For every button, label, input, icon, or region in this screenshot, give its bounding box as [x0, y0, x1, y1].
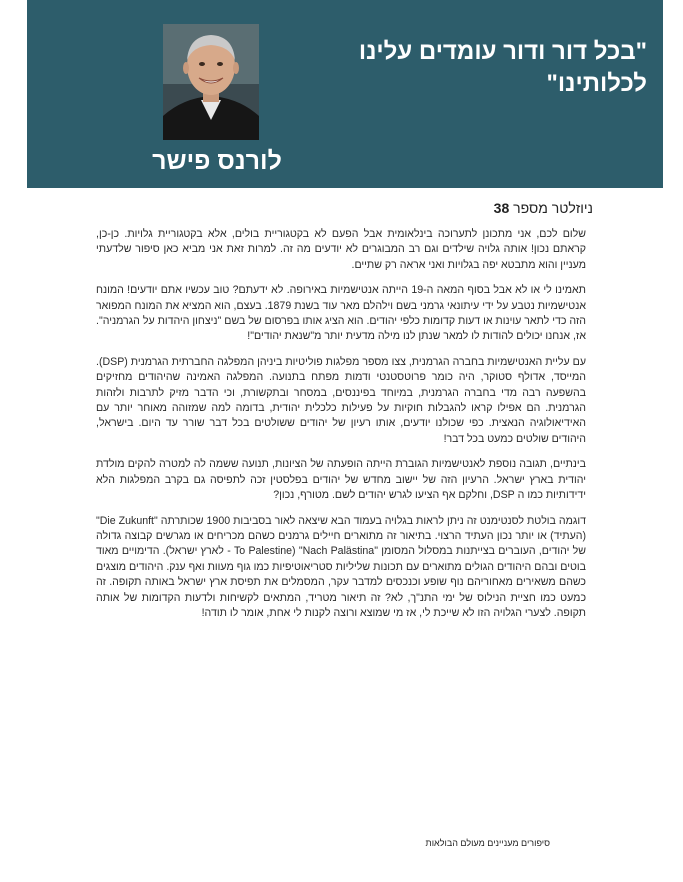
page-footer: סיפורים מעניינים מעולם הבולאות	[425, 838, 550, 848]
paragraph: שלום לכם, אני מתכונן לתערוכה בינלאומית אבל הפעם לא בקטגוריית בולים, אלא בקטגוריית גלויות. כן-כן, קראתם נכון! אותה גלויה שילדים וגם רב המבוגרים לא יודעים מה זה. למרות זאת אני מביא כאן סיפור שלדעתי מעניין והוא מתבטא יפה בגלויות ואני אראה רק שתיים.	[96, 228, 586, 271]
newsletter-label: ניוזלטר מספר	[513, 200, 593, 216]
paragraph: עם עליית האנטישמיות בחברה הגרמנית, צצו מספר מפלגות פוליטיות ביניהן המפלגה החברתית הגרמנית (DSP). המייסד, אדולף סטוקר, היה כומר פרוטסטנטי ודמות מפתח בתנועה. המפלגה האמינה שהיהודים מחזיקים בהשפעה רבה מדי בחברה הגרמנית, במיוחד בפיננסים, במסחר ובתקשורת, וכי הדבר מזיק לתרבות ולזהות הגרמנית. הם אפילו קראו להגבלות חוקיות על פעילות כלכלית יהודית, בדומה למה שמזוהה מאוחר יותר עם האידיאולוגיה הנאצית. כפי שכולנו יודעים, אותו רעיון של יהודים ששולטים בכל דבר שורר עד היום. בישראל, היהודים שולטים כמעט בכל דבר!	[96, 355, 586, 445]
newsletter-number	[494, 200, 593, 216]
paragraph: דוגמה בולטת לסנטימנט זה ניתן לראות בגלויה בעמוד הבא שיצאה לאור בסביבות 1900 שכותרתה "Die Zukunft" (העתיד) או יותר נכון העתיד הרצוי. בתיאור זה מתוארים חיילים גרמנים כשהם מכריחים או מגרשים קבוצה גדולה של יהודים, העוברים בצייתנות במסלול המסומן "Nach Palästina" (To Palestine - לארץ ישראל). הדימויים מאוד בוטים ובהם היהודים הגולים מתוארים עם תכונות שליליות סטריאוטיפיות כמו גוף מעוות ואף ענק. היהודים מוצגים כשהם משאירים מאחוריהם נוף שופע וכנכסים למדבר עקר, המסמלים את תפיסת ארץ ישראל באותה תקופה. זה כמעט כמו חציית הנילוס של ימי התנ"ך, לא? זה תיאור מטריד, המתאים לקשיחות ולדעות הקדומות של אותה תקופה. לצערי הגלויה הזו לא שייכת לי, אז מי שמוצא ורוצה לקנות לי אחת, אומר לו תודה!	[96, 514, 587, 619]
newsletter-number-value: 38	[493, 200, 510, 216]
page-title: "בכל דור ודור עומדים עלינו לכלותינו"	[358, 38, 647, 97]
author-name: לורנס פישר	[152, 147, 282, 175]
author-portrait-image	[163, 24, 259, 140]
paragraph: בינתיים, תגובה נוספת לאנטישמיות הגוברת הייתה הופעתה של הציונות, תנועה ששמה לה למטרה להקים מולדת יהודית בארץ ישראל. הרעיון הזה של יישוב מחדש של יהודים בפלסטין זכה לתפיסה גם בקרב המפלגות הלא ידידותיות כמו ה DSP, וחלקם אף הציעו לגרש יהודים לשם. מטורף, נכון?	[96, 458, 586, 502]
header-banner	[27, 0, 663, 188]
paragraph: תאמינו לי או לא אבל בסוף המאה ה-19 הייתה אנטישמיות באירופה. לא ידעתם? טוב עכשיו אתם יודעים! המונח אנטישמיות נטבע על ידי עיתונאי גרמני בשם וילהלם מאר עוד בשנת 1879. בעצם, הוא המציא את המונח המפואר הזה כדי לתאר עוינות או דעות קדומות כלפי יהודים. הוא הציג אותו בפרסום של בשם "ניצחון היהדות על הגרמניה". אז, אנחנו יכולים להודות לו למאר שנתן לנו מילה מדעית יותר מ"שנאת יהודים"!	[96, 284, 586, 343]
author-photo	[163, 24, 259, 140]
article-body	[96, 227, 586, 631]
